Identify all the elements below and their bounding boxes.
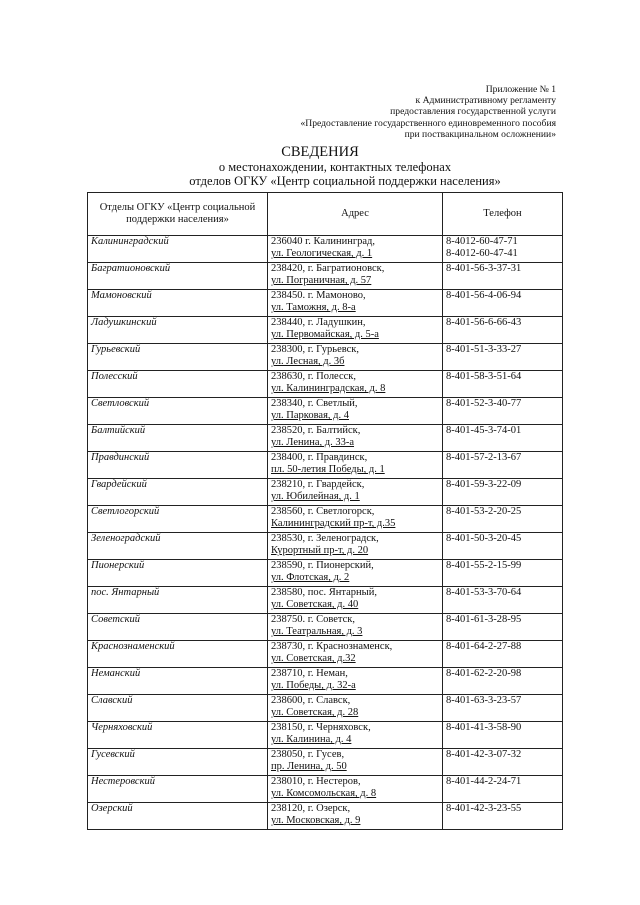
table-row xyxy=(88,749,563,776)
table-row xyxy=(88,587,563,614)
address-cell xyxy=(268,749,443,776)
address-line: ул. Комсомольская, д. 8 xyxy=(271,788,377,800)
table-row xyxy=(88,560,563,587)
table-row xyxy=(88,425,563,452)
table-row xyxy=(88,695,563,722)
address-line: Курортный пр-т, д. 20 xyxy=(271,545,369,557)
address-line: 238560, г. Светлогорск, xyxy=(271,506,375,517)
phone-number: 8-401-41-3-58-90 xyxy=(446,722,522,733)
address-line: ул. Флотская, д. 2 xyxy=(271,572,350,584)
address-line: ул. Московская, д. 9 xyxy=(271,815,361,827)
address-line: 238750. г. Советск, xyxy=(271,614,356,625)
address-line: ул. Театральная, д. 3 xyxy=(271,626,363,638)
department-name: Гусевский xyxy=(88,749,268,776)
address-line: 238450. г. Мамоново, xyxy=(271,290,366,301)
address-cell xyxy=(268,803,443,830)
department-name: Неманский xyxy=(88,668,268,695)
phone-number: 8-4012-60-47-71 xyxy=(446,236,518,247)
phone-cell xyxy=(443,452,563,479)
table-row xyxy=(88,263,563,290)
address-line: 238120, г. Озерск, xyxy=(271,803,351,814)
phone-cell xyxy=(443,560,563,587)
address-line: ул. Победы, д. 32-а xyxy=(271,680,356,692)
department-name: Светловский xyxy=(88,398,268,425)
phone-cell xyxy=(443,803,563,830)
address-line: ул. Лесная, д. 3б xyxy=(271,356,345,368)
appendix-line: к Административному регламенту xyxy=(415,95,556,107)
phone-cell xyxy=(443,479,563,506)
department-name: Советский xyxy=(88,614,268,641)
department-name: Зеленоградский xyxy=(88,533,268,560)
phone-cell xyxy=(443,371,563,398)
address-cell xyxy=(268,344,443,371)
phone-number: 8-401-50-3-20-45 xyxy=(446,533,522,544)
table-row xyxy=(88,668,563,695)
department-name: Балтийский xyxy=(88,425,268,452)
address-line: 238580, пос. Янтарный, xyxy=(271,587,377,598)
phone-cell xyxy=(443,749,563,776)
phone-number: 8-401-51-3-33-27 xyxy=(446,344,522,355)
address-line: ул. Таможня, д. 8-а xyxy=(271,302,356,314)
phone-cell xyxy=(443,344,563,371)
address-cell xyxy=(268,776,443,803)
phone-number: 8-401-63-3-23-57 xyxy=(446,695,522,706)
department-name: Полесский xyxy=(88,371,268,398)
address-line: ул. Геологическая, д. 1 xyxy=(271,248,373,260)
department-name: Мамоновский xyxy=(88,290,268,317)
phone-cell xyxy=(443,533,563,560)
address-line: 238600, г. Славск, xyxy=(271,695,351,706)
table-row xyxy=(88,722,563,749)
address-cell xyxy=(268,398,443,425)
department-name: пос. Янтарный xyxy=(88,587,268,614)
phone-number: 8-401-56-3-37-31 xyxy=(446,263,522,274)
phone-cell xyxy=(443,695,563,722)
phone-number: 8-401-42-3-07-32 xyxy=(446,749,522,760)
column-header-address: Адрес xyxy=(268,193,443,236)
address-line: ул. Ленина, д. 33-а xyxy=(271,437,355,449)
department-name: Правдинский xyxy=(88,452,268,479)
phone-cell xyxy=(443,290,563,317)
address-line: 238590, г. Пионерский, xyxy=(271,560,374,571)
table-row xyxy=(88,290,563,317)
table-row xyxy=(88,398,563,425)
address-line: 238210, г. Гвардейск, xyxy=(271,479,365,490)
department-name: Озерский xyxy=(88,803,268,830)
department-name: Краснознаменский xyxy=(88,641,268,668)
address-line: 238010, г. Нестеров, xyxy=(271,776,361,787)
department-name: Пионерский xyxy=(88,560,268,587)
address-line: ул. Первомайская, д. 5-а xyxy=(271,329,379,341)
table-row xyxy=(88,533,563,560)
address-cell xyxy=(268,479,443,506)
address-cell xyxy=(268,371,443,398)
phone-number: 8-401-53-2-20-25 xyxy=(446,506,522,517)
phone-number: 8-401-56-6-66-43 xyxy=(446,317,522,328)
phone-cell xyxy=(443,614,563,641)
table-row xyxy=(88,614,563,641)
address-line: 238530, г. Зеленоградск, xyxy=(271,533,379,544)
phone-number: 8-401-42-3-23-55 xyxy=(446,803,522,814)
address-cell xyxy=(268,722,443,749)
table-header-row xyxy=(88,193,563,236)
address-line: ул. Парковая, д. 4 xyxy=(271,410,349,422)
address-line: 238440, г. Ладушкин, xyxy=(271,317,366,328)
address-cell xyxy=(268,668,443,695)
document-subtitle: о местонахождении, контактных телефонах xyxy=(218,160,452,174)
address-cell xyxy=(268,614,443,641)
table-row xyxy=(88,344,563,371)
table-row xyxy=(88,506,563,533)
department-name: Ладушкинский xyxy=(88,317,268,344)
department-name: Багратионовский xyxy=(88,263,268,290)
address-line: 238710, г. Неман, xyxy=(271,668,348,679)
address-line: 238340, г. Светлый, xyxy=(271,398,358,409)
table-row xyxy=(88,641,563,668)
table-row xyxy=(88,776,563,803)
address-line: ул. Юбилейная, д. 1 xyxy=(271,491,360,503)
phone-cell xyxy=(443,506,563,533)
table-row xyxy=(88,371,563,398)
address-cell xyxy=(268,587,443,614)
address-line: ул. Пограничная, д. 57 xyxy=(271,275,372,287)
address-cell xyxy=(268,452,443,479)
table-row xyxy=(88,317,563,344)
table-row xyxy=(88,803,563,830)
column-header-phone: Телефон xyxy=(443,193,563,236)
phone-cell xyxy=(443,425,563,452)
phone-number: 8-401-56-4-06-94 xyxy=(446,290,522,301)
departments-table xyxy=(87,192,563,830)
phone-number: 8-401-53-3-70-64 xyxy=(446,587,522,598)
phone-cell xyxy=(443,317,563,344)
address-line: 238630, г. Полесск, xyxy=(271,371,357,382)
appendix-block xyxy=(256,84,556,140)
address-cell xyxy=(268,560,443,587)
department-name: Калининградский xyxy=(88,236,268,263)
phone-number: 8-401-64-2-27-88 xyxy=(446,641,522,652)
appendix-line: «Предоставление государственного единовременного пособия xyxy=(300,117,556,129)
phone-number: 8-401-58-3-51-64 xyxy=(446,371,522,382)
phone-cell xyxy=(443,668,563,695)
table-row xyxy=(88,236,563,263)
address-line: 236040 г. Калининград, xyxy=(271,236,376,247)
address-line: 238150, г. Черняховск, xyxy=(271,722,371,733)
address-line: 238520, г. Балтийск, xyxy=(271,425,361,436)
phone-cell xyxy=(443,587,563,614)
table-body xyxy=(88,236,563,830)
phone-number: 8-401-44-2-24-71 xyxy=(446,776,522,787)
phone-number: 8-4012-60-47-41 xyxy=(446,248,518,260)
address-line: 238730, г. Краснознаменск, xyxy=(271,641,393,652)
phone-number: 8-401-59-3-22-09 xyxy=(446,479,522,490)
address-cell xyxy=(268,236,443,263)
address-cell xyxy=(268,533,443,560)
address-cell xyxy=(268,263,443,290)
address-line: ул. Советская, д. 40 xyxy=(271,599,359,611)
department-name: Гвардейский xyxy=(88,479,268,506)
table-row xyxy=(88,479,563,506)
address-line: 238300, г. Гурьевск, xyxy=(271,344,360,355)
column-header-department: Отделы ОГКУ «Центр социальной поддержки населения» xyxy=(88,193,268,236)
phone-cell xyxy=(443,641,563,668)
table-row xyxy=(88,452,563,479)
phone-cell xyxy=(443,398,563,425)
address-line: ул. Калинина, д. 4 xyxy=(271,734,352,746)
department-name: Черняховский xyxy=(88,722,268,749)
address-line: ул. Калининградская, д. 8 xyxy=(271,383,386,395)
address-cell xyxy=(268,290,443,317)
address-line: 238400, г. Правдинск, xyxy=(271,452,368,463)
address-line: Калининградский пр-т, д.35 xyxy=(271,518,396,530)
address-line: ул. Советская, д. 28 xyxy=(271,707,359,719)
address-cell xyxy=(268,695,443,722)
phone-number: 8-401-55-2-15-99 xyxy=(446,560,522,571)
phone-cell xyxy=(443,263,563,290)
address-cell xyxy=(268,317,443,344)
department-name: Гурьевский xyxy=(88,344,268,371)
phone-number: 8-401-62-2-20-98 xyxy=(446,668,522,679)
appendix-line: при поствакцинальном осложнении» xyxy=(404,128,556,140)
address-line: пл. 50-летия Победы, д. 1 xyxy=(271,464,385,476)
department-name: Светлогорский xyxy=(88,506,268,533)
phone-number: 8-401-45-3-74-01 xyxy=(446,425,522,436)
address-line: 238420, г. Багратионовск, xyxy=(271,263,385,274)
phone-cell xyxy=(443,722,563,749)
document-heading xyxy=(0,145,640,188)
document-title: СВЕДЕНИЯ xyxy=(281,144,359,160)
phone-cell xyxy=(443,236,563,263)
address-cell xyxy=(268,641,443,668)
phone-number: 8-401-57-2-13-67 xyxy=(446,452,522,463)
department-name: Славский xyxy=(88,695,268,722)
phone-number: 8-401-61-3-28-95 xyxy=(446,614,522,625)
document-subtitle: отделов ОГКУ «Центр социальной поддержки населения» xyxy=(189,174,501,188)
phone-cell xyxy=(443,776,563,803)
phone-number: 8-401-52-3-40-77 xyxy=(446,398,522,409)
department-name: Нестеровский xyxy=(88,776,268,803)
address-line: ул. Советская, д.32 xyxy=(271,653,356,665)
address-line: пр. Ленина, д. 50 xyxy=(271,761,347,773)
appendix-line: Приложение № 1 xyxy=(485,84,556,95)
address-cell xyxy=(268,425,443,452)
address-cell xyxy=(268,506,443,533)
address-line: 238050, г. Гусев, xyxy=(271,749,345,760)
appendix-line: предоставления государственной услуги xyxy=(390,106,556,118)
